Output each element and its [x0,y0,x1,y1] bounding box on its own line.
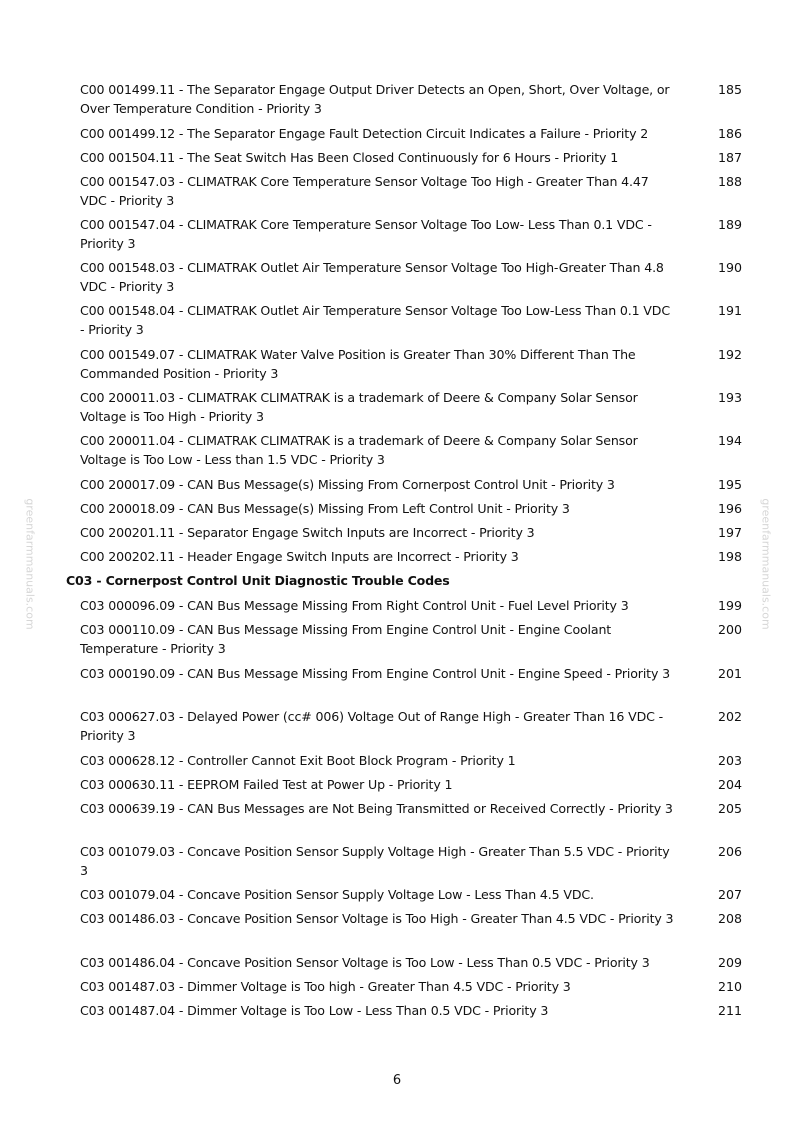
toc-entry-title: C03 001486.03 - Concave Position Sensor Voltage is Too High - Greater Than 4.5 VDC - Priority 3 [80,911,674,926]
toc-entry-page-number: 185 [717,82,742,97]
toc-entry-page-number: 203 [717,753,742,768]
toc-entry-page-number: 208 [717,911,742,926]
toc-entry-page-number: 191 [717,303,742,318]
toc-entry-title: C03 001487.04 - Dimmer Voltage is Too Low - Less Than 0.5 VDC - Priority 3 [80,1003,549,1018]
toc-entry-page-number: 199 [717,598,742,613]
toc-entry-page-number: 193 [717,390,742,405]
toc-entry-title: C00 200018.09 - CAN Bus Message(s) Missing From Left Control Unit - Priority 3 [80,501,570,516]
toc-entry-page-number: 189 [717,217,742,232]
toc-entry-page-number: 201 [717,666,742,681]
toc-entry-title: C03 001486.04 - Concave Position Sensor Voltage is Too Low - Less Than 0.5 VDC - Priority 3 [80,955,650,970]
toc-entry-page-number: 188 [717,174,742,189]
toc-entry-title: C03 001079.04 - Concave Position Sensor Supply Voltage Low - Less Than 4.5 VDC. [80,887,594,902]
toc-entry-page-number: 196 [717,501,742,516]
toc-entry-page-number: 207 [717,887,742,902]
page-number: 6 [392,1073,402,1088]
toc-entry-title: C00 200017.09 - CAN Bus Message(s) Missing From Cornerpost Control Unit - Priority 3 [80,477,615,492]
toc-entry-page-number: 198 [717,549,742,564]
toc-entry-title: C00 200201.11 - Separator Engage Switch Inputs are Incorrect - Priority 3 [80,525,535,540]
toc-entry-title: C00 001548.04 - CLIMATRAK Outlet Air Temperature Sensor Voltage Too Low-Less Than 0.1 VDC - Priority 3 [80,303,670,337]
toc-entry-title: C00 001549.07 - CLIMATRAK Water Valve Position is Greater Than 30% Different Than The Commanded Position - Priority 3 [80,347,636,381]
toc-entry-page-number: 204 [717,777,742,792]
toc-entry-page-number: 206 [717,844,742,859]
toc-entry-page-number: 202 [717,709,742,724]
toc-entry-page-number: 186 [717,126,742,141]
toc-entry-title: C00 001499.12 - The Separator Engage Fault Detection Circuit Indicates a Failure - Priority 2 [80,126,649,141]
toc-entry-title: C00 001504.11 - The Seat Switch Has Been Closed Continuously for 6 Hours - Priority 1 [80,150,619,165]
toc-entry-page-number: 211 [717,1003,742,1018]
toc-entry-title: C00 200011.03 - CLIMATRAK CLIMATRAK is a trademark of Deere & Company Solar Sensor Voltage is Too High - Priority 3 [80,390,638,424]
toc-section-heading[interactable]: C03 - Cornerpost Control Unit Diagnostic Trouble Codes [66,573,450,588]
toc-entry-title: C03 001079.03 - Concave Position Sensor Supply Voltage High - Greater Than 5.5 VDC - Priority 3 [80,844,670,878]
toc-entry-page-number: 200 [717,622,742,637]
toc-entry-title: C03 001487.03 - Dimmer Voltage is Too high - Greater Than 4.5 VDC - Priority 3 [80,979,571,994]
toc-entry-title: C03 000630.11 - EEPROM Failed Test at Power Up - Priority 1 [80,777,453,792]
toc-entry-title: C00 001499.11 - The Separator Engage Output Driver Detects an Open, Short, Over Voltage, or Over Temperature Condition - Priority 3 [80,82,670,116]
toc-entry-title: C00 200202.11 - Header Engage Switch Inputs are Incorrect - Priority 3 [80,549,519,564]
toc-entry-page-number: 194 [717,433,742,448]
toc-entry-page-number: 195 [717,477,742,492]
toc-entry-title: C03 000190.09 - CAN Bus Message Missing From Engine Control Unit - Engine Speed - Priority 3 [80,666,670,681]
toc-entry-title: C03 000627.03 - Delayed Power (cc# 006) Voltage Out of Range High - Greater Than 16 VDC - Priority 3 [80,709,664,743]
toc-entry-title: C03 000639.19 - CAN Bus Messages are Not Being Transmitted or Received Correctly - Priority 3 [80,801,673,816]
toc-entry-page-number: 210 [717,979,742,994]
toc-entry-page-number: 205 [717,801,742,816]
toc-entry-title: C03 000096.09 - CAN Bus Message Missing From Right Control Unit - Fuel Level Priority 3 [80,598,629,613]
toc-entry-page-number: 187 [717,150,742,165]
toc-entry-title: C03 000110.09 - CAN Bus Message Missing From Engine Control Unit - Engine Coolant Temperature - Priority 3 [80,622,612,656]
toc-entry-page-number: 197 [717,525,742,540]
toc-entry-title: C00 001548.03 - CLIMATRAK Outlet Air Temperature Sensor Voltage Too High-Greater Than 4.8 VDC - Priority 3 [80,260,664,294]
toc-entry-page-number: 192 [717,347,742,362]
toc-entry-page-number: 190 [717,260,742,275]
watermark-text: greenfarmmanuals.com [759,498,773,630]
toc-entry-title: C00 001547.03 - CLIMATRAK Core Temperature Sensor Voltage Too High - Greater Than 4.47 VDC - Priority 3 [80,174,649,208]
toc-entry-page-number: 209 [717,955,742,970]
watermark-text: greenfarmmanuals.com [23,498,37,630]
toc-entry-title: C00 200011.04 - CLIMATRAK CLIMATRAK is a trademark of Deere & Company Solar Sensor Voltage is Too Low - Less than 1.5 VDC - Priority 3 [80,433,638,467]
toc-entry-title: C03 000628.12 - Controller Cannot Exit Boot Block Program - Priority 1 [80,753,516,768]
toc-entry-title: C00 001547.04 - CLIMATRAK Core Temperature Sensor Voltage Too Low- Less Than 0.1 VDC - Priority 3 [80,217,652,251]
